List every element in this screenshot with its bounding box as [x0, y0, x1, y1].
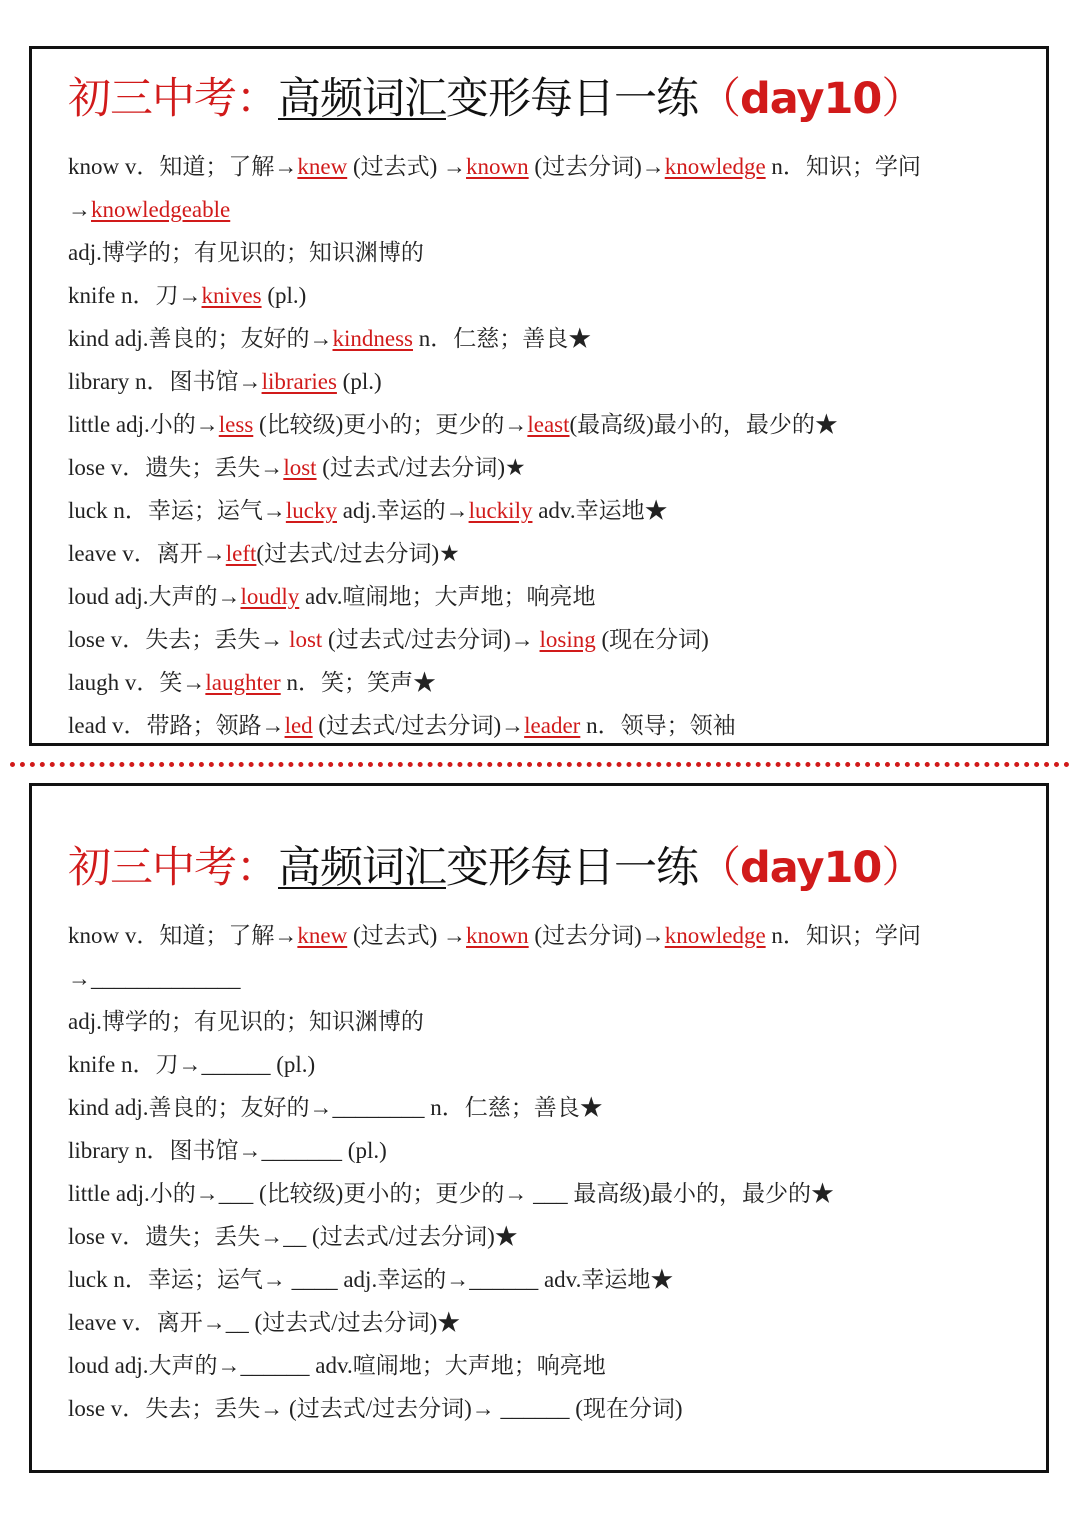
- title-underlined: 高频词汇: [278, 74, 446, 124]
- vocab-line: [68, 661, 921, 704]
- line-text: (过去式/过去分词)★: [256, 541, 460, 566]
- answer-word: knowledgeable: [91, 197, 231, 222]
- vocab-line: [68, 403, 921, 446]
- line-text: n．领导；领袖: [580, 713, 736, 738]
- line-text: know v．知道；了解→: [68, 923, 298, 948]
- title-paren-open: （: [698, 843, 740, 893]
- answer-word: knew: [297, 923, 348, 948]
- vocab-line: [68, 1387, 921, 1430]
- answer-word: knowledge: [664, 923, 766, 948]
- vocab-line: [68, 704, 921, 747]
- line-text: kind adj.善良的；友好的→________ n．仁慈；善良★: [68, 1095, 603, 1120]
- answer-word: knives: [201, 283, 262, 308]
- line-text: adv.幸运地★: [532, 498, 668, 523]
- line-text: lose v．失去；丢失→: [68, 627, 290, 652]
- line-text: library n．图书馆→_______ (pl.): [68, 1138, 387, 1163]
- vocab-line: [68, 957, 921, 1000]
- line-text: knife n．刀→______ (pl.): [68, 1052, 316, 1077]
- vocab-line: [68, 446, 921, 489]
- vocab-line: [68, 489, 921, 532]
- answer-word: less: [218, 412, 254, 437]
- vocab-line: [68, 1172, 921, 1215]
- vocab-line: [68, 274, 921, 317]
- answer-word: kindness: [332, 326, 413, 351]
- line-text: library n．图书馆→: [68, 369, 262, 394]
- line-text: lose v．遗失；丢失→__ (过去式/过去分词)★: [68, 1224, 518, 1249]
- answer-word: left: [225, 541, 257, 566]
- line-text: n．知识；学问: [765, 923, 921, 948]
- line-text: luck n．幸运；运气→ ____ adj.幸运的→______ adv.幸运地★: [68, 1267, 674, 1292]
- vocab-line: [68, 231, 921, 274]
- line-text: knife n．刀→: [68, 283, 202, 308]
- line-text: lose v．失去；丢失→ (过去式/过去分词)→ ______ (现在分词): [68, 1396, 683, 1421]
- title-day: day10: [740, 74, 882, 124]
- line-text: →_____________: [68, 966, 241, 991]
- line-text: adv.喧闹地；大声地；响亮地: [299, 584, 596, 609]
- vocab-line: [68, 1301, 921, 1344]
- answer-word: knowledge: [664, 154, 766, 179]
- line-text: (过去式) →: [347, 154, 467, 179]
- title-prefix: 初三中考：: [68, 74, 278, 124]
- answer-word: known: [466, 923, 529, 948]
- vocab-list: [68, 145, 921, 747]
- page-title: [68, 71, 923, 127]
- line-text: adj.博学的；有见识的；知识渊博的: [68, 240, 424, 265]
- line-text: leave v．离开→: [68, 541, 226, 566]
- line-text: laugh v．笑→: [68, 670, 206, 695]
- line-text: (比较级)更小的；更少的→: [253, 412, 528, 437]
- vocab-line: [68, 618, 921, 661]
- line-text: leave v．离开→__ (过去式/过去分词)★: [68, 1310, 461, 1335]
- answer-word: knew: [297, 154, 348, 179]
- line-text: lose v．遗失；丢失→: [68, 455, 284, 480]
- line-text: loud adj.大声的→______ adv.喧闹地；大声地；响亮地: [68, 1353, 606, 1378]
- line-text: (最高级)最小的，最少的★: [569, 412, 838, 437]
- answer-word: lucky: [285, 498, 337, 523]
- answer-word: libraries: [261, 369, 337, 394]
- vocab-line: [68, 145, 921, 188]
- answer-word: laughter: [205, 670, 281, 695]
- answer-word: lost: [289, 627, 323, 652]
- vocab-line: [68, 1086, 921, 1129]
- title-rest: 变形每日一练: [446, 74, 698, 124]
- worksheet-card-answers: [29, 46, 1049, 746]
- vocab-line: [68, 914, 921, 957]
- line-text: lead v．带路；领路→: [68, 713, 285, 738]
- line-text: (pl.): [261, 283, 307, 308]
- title-underlined: 高频词汇: [278, 843, 446, 893]
- vocab-line: [68, 360, 921, 403]
- page-title: [68, 840, 923, 896]
- line-text: n．知识；学问: [765, 154, 921, 179]
- vocab-line: [68, 1000, 921, 1043]
- vocab-line: [68, 317, 921, 360]
- answer-word: losing: [539, 627, 596, 652]
- line-text: little adj.小的→: [68, 412, 219, 437]
- title-day: day10: [740, 843, 882, 893]
- line-text: n．笑；笑声★: [280, 670, 436, 695]
- answer-word: least: [527, 412, 570, 437]
- dotted-separator: [10, 762, 1070, 767]
- title-paren-close: ）: [881, 843, 924, 893]
- line-text: (过去分词)→: [528, 154, 665, 179]
- line-text: (过去式/过去分词)→: [312, 713, 525, 738]
- title-rest: 变形每日一练: [446, 843, 698, 893]
- answer-word: leader: [524, 713, 581, 738]
- line-text: (过去式/过去分词)→: [322, 627, 540, 652]
- vocab-line: [68, 532, 921, 575]
- title-paren-close: ）: [881, 74, 924, 124]
- vocab-line: [68, 188, 921, 231]
- line-text: know v．知道；了解→: [68, 154, 298, 179]
- line-text: loud adj.大声的→: [68, 584, 241, 609]
- vocab-list: [68, 914, 921, 1430]
- line-text: adj.幸运的→: [336, 498, 469, 523]
- worksheet-card-exercise: [29, 783, 1049, 1473]
- title-paren-open: （: [698, 74, 740, 124]
- line-text: (过去式) →: [347, 923, 467, 948]
- line-text: kind adj.善良的；友好的→: [68, 326, 333, 351]
- line-text: little adj.小的→___ (比较级)更小的；更少的→ ___ 最高级)最小的，最少的★: [68, 1181, 834, 1206]
- line-text: →: [68, 197, 91, 222]
- line-text: luck n．幸运；运气→: [68, 498, 286, 523]
- vocab-line: [68, 1344, 921, 1387]
- answer-word: known: [466, 154, 529, 179]
- line-text: adj.博学的；有见识的；知识渊博的: [68, 1009, 424, 1034]
- answer-word: loudly: [240, 584, 300, 609]
- line-text: (现在分词): [595, 627, 709, 652]
- line-text: (pl.): [336, 369, 382, 394]
- line-text: (过去式/过去分词)★: [316, 455, 526, 480]
- vocab-line: [68, 575, 921, 618]
- vocab-line: [68, 1129, 921, 1172]
- vocab-line: [68, 1258, 921, 1301]
- answer-word: luckily: [468, 498, 533, 523]
- vocab-line: [68, 1043, 921, 1086]
- title-prefix: 初三中考：: [68, 843, 278, 893]
- line-text: (过去分词)→: [528, 923, 665, 948]
- line-text: n．仁慈；善良★: [413, 326, 592, 351]
- answer-word: lost: [283, 455, 317, 480]
- answer-word: led: [284, 713, 313, 738]
- vocab-line: [68, 1215, 921, 1258]
